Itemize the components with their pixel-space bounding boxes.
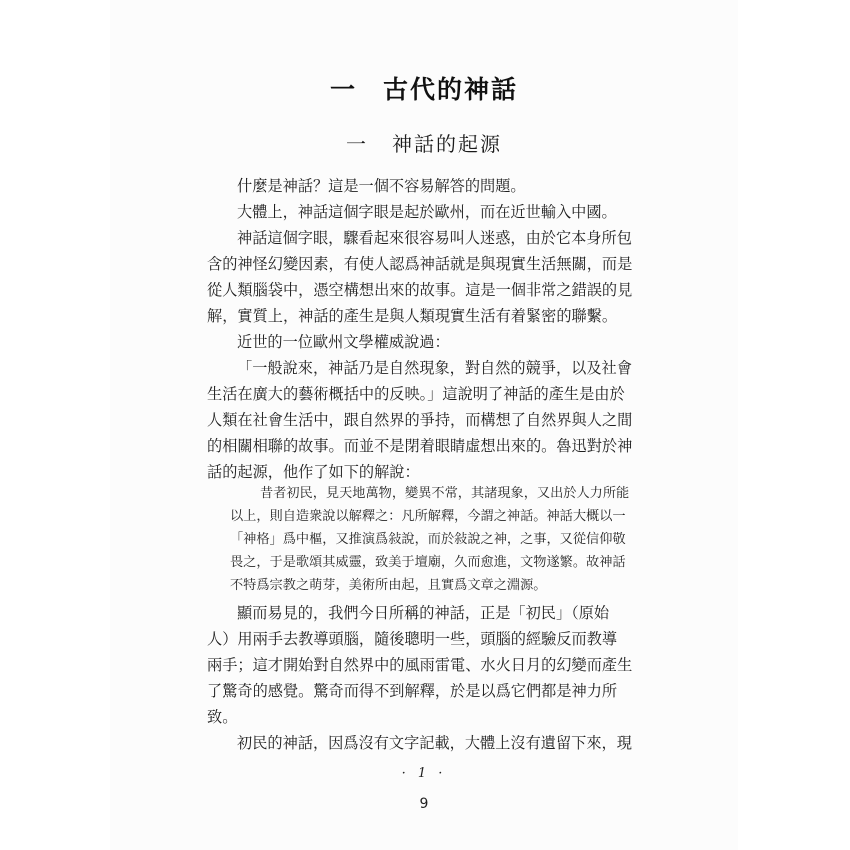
text-line: 人）用兩手去教導頭腦，隨後聰明一些，頭腦的經驗反而教導 bbox=[207, 630, 618, 648]
chapter-title: 古代的神話 bbox=[383, 75, 519, 104]
folio: · 1 · bbox=[401, 766, 447, 781]
chapter-number: 一 bbox=[329, 75, 357, 104]
text-line: 近世的一位歐州文學權威說過： bbox=[237, 333, 450, 351]
quote-line: 以上，則自造衆說以解釋之：凡所解釋，今謂之神話。神話大概以一 bbox=[230, 509, 626, 524]
text-line: 神話這個字眼，驟看起來很容易叫人迷惑，由於它本身所包 bbox=[237, 229, 632, 247]
text-line: 顯而易見的，我們今日所稱的神話，正是「初民」（原始 bbox=[237, 604, 610, 622]
scanned-book-page bbox=[110, 0, 738, 850]
block-quote bbox=[230, 482, 650, 597]
body-text-block-2 bbox=[207, 600, 655, 756]
quote-line: 不特爲宗教之萌芽，美術所由起，且實爲文章之淵源。 bbox=[230, 578, 547, 593]
section-heading bbox=[110, 128, 738, 157]
text-line: 從人類腦袋中，憑空構想出來的故事。這是一個非常之錯誤的見 bbox=[207, 281, 633, 299]
text-line: 致。 bbox=[207, 708, 238, 726]
text-line: 初民的神話，因爲沒有文字記載，大體上沒有遺留下來，現 bbox=[237, 734, 632, 752]
text-line: 話的起源，他作了如下的解說： bbox=[207, 463, 420, 481]
body-text-block-1 bbox=[207, 173, 655, 485]
text-line: 人類在社會生活中，跟自然界的爭持，而構想了自然界與人之間 bbox=[207, 411, 633, 429]
text-line: 的相關相聯的故事。而並不是閉着眼睛虛想出來的。魯迅對於神 bbox=[207, 437, 633, 455]
text-line: 含的神怪幻變因素，有使人認爲神話就是與現實生活無關，而是 bbox=[207, 255, 633, 273]
text-line: 生活在廣大的藝術概括中的反映。」這說明了神話的產生是由於 bbox=[207, 385, 625, 403]
quote-line: 昔者初民，見天地萬物，變異不常，其諸現象，又出於人力所能 bbox=[260, 486, 630, 501]
text-line: 兩手；這才開始對自然界中的風雨雷電、水火日月的幻變而產生 bbox=[207, 656, 633, 674]
section-title: 神話的起源 bbox=[392, 132, 502, 156]
quote-line: 「神格」爲中樞，又推演爲敍說，而於敍說之神，之事，又從信仰敬 bbox=[230, 532, 626, 547]
text-line: 大體上，神話這個字眼是起於歐州，而在近世輸入中國。 bbox=[237, 203, 617, 221]
text-line: 什麼是神話？這是一個不容易解答的問題。 bbox=[237, 177, 526, 195]
text-line: 了驚奇的感覺。驚奇而得不到解釋，於是以爲它們都是神力所 bbox=[207, 682, 618, 700]
chapter-heading bbox=[110, 70, 738, 106]
page-number: 9 bbox=[419, 796, 429, 812]
text-line: 「一般說來，神話乃是自然現象，對自然的競爭，以及社會 bbox=[237, 359, 632, 377]
quote-line: 畏之，于是歌頌其威靈，致美于壇廟，久而愈進，文物遂繁。故神話 bbox=[230, 555, 626, 570]
text-line: 解，實質上，神話的產生是與人類現實生活有着緊密的聯繫。 bbox=[207, 307, 618, 325]
section-number: 一 bbox=[346, 132, 368, 156]
